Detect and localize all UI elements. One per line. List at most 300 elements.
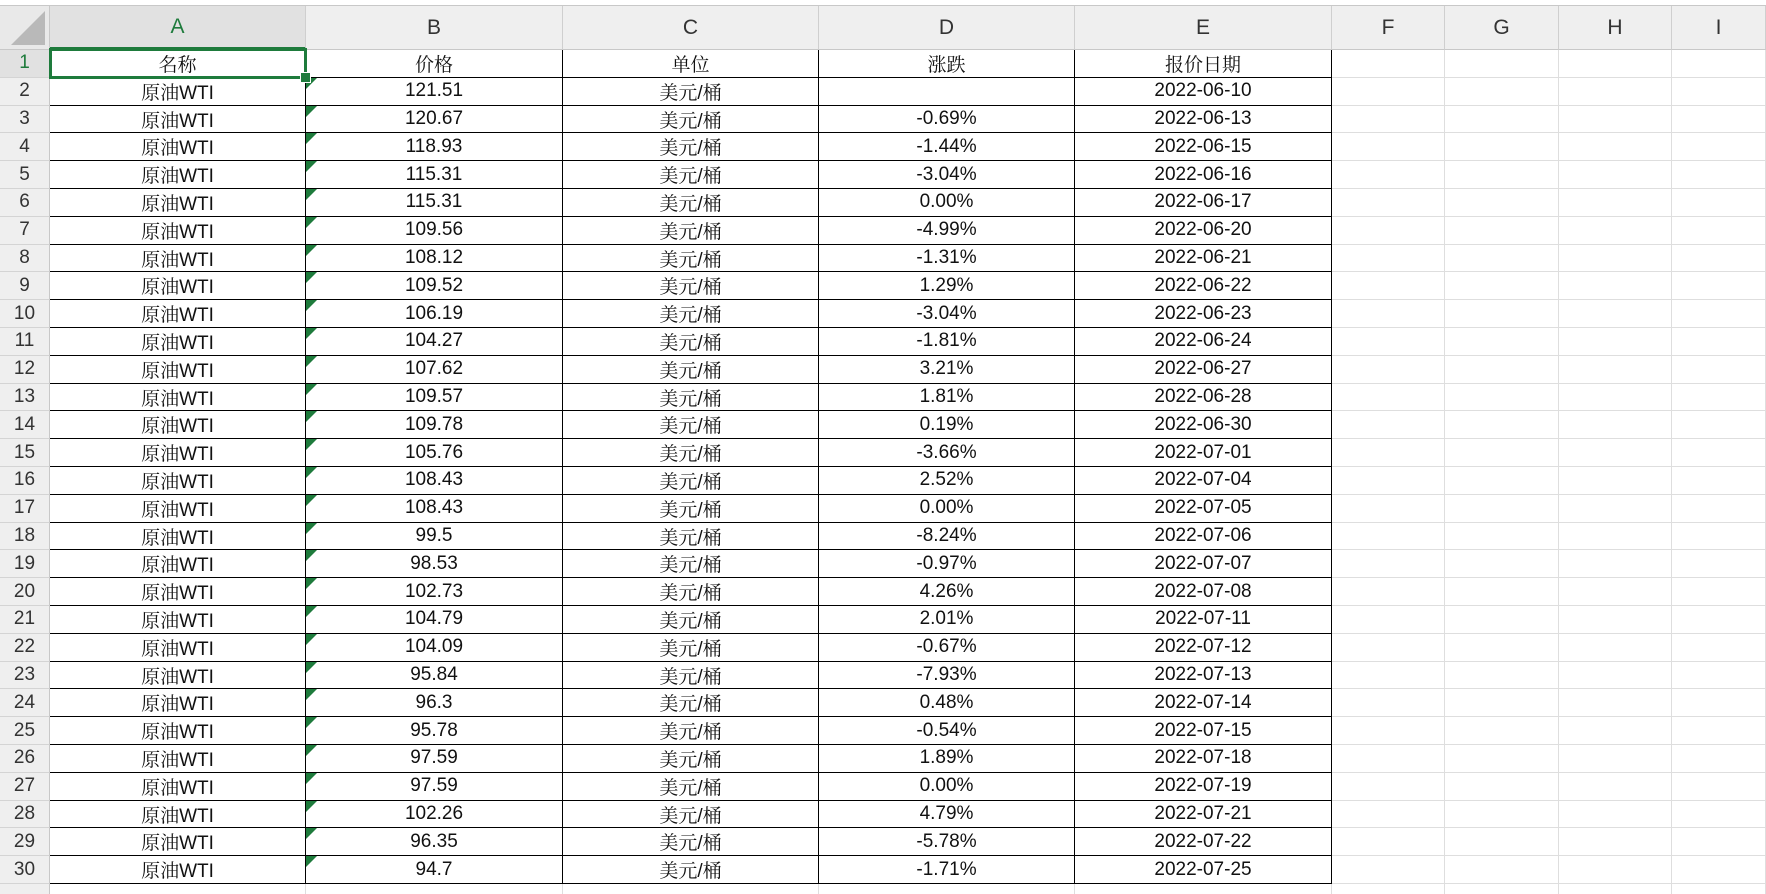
table-cell[interactable] [1672,856,1766,884]
table-cell[interactable]: 104.27 [306,328,563,356]
table-cell[interactable]: 98.53 [306,550,563,578]
table-cell[interactable]: 2022-07-25 [1075,856,1332,884]
table-cell[interactable]: 原油WTI [50,773,306,801]
table-cell[interactable]: 2022-06-20 [1075,217,1332,245]
table-cell[interactable] [1445,745,1559,773]
column-header-e[interactable]: E [1075,6,1332,50]
table-cell[interactable] [1672,411,1766,439]
table-cell[interactable]: 99.5 [306,523,563,551]
row-header[interactable]: 10 [0,300,50,328]
table-cell[interactable] [1332,773,1445,801]
table-cell[interactable]: 原油WTI [50,717,306,745]
table-cell[interactable] [1672,328,1766,356]
table-cell[interactable] [1445,606,1559,634]
table-cell[interactable] [1559,272,1672,300]
table-cell[interactable] [1332,439,1445,467]
column-header-c[interactable]: C [563,6,819,50]
table-cell[interactable] [1332,272,1445,300]
table-cell[interactable] [1445,272,1559,300]
table-cell[interactable] [1332,550,1445,578]
table-cell[interactable]: 美元/桶 [563,495,819,523]
table-cell[interactable]: 原油WTI [50,189,306,217]
table-cell[interactable] [1672,606,1766,634]
table-cell[interactable] [1332,495,1445,523]
row-header[interactable]: 22 [0,634,50,662]
table-cell[interactable]: 美元/桶 [563,272,819,300]
table-cell[interactable]: 105.76 [306,439,563,467]
table-cell[interactable] [1559,356,1672,384]
table-cell[interactable]: 3.21% [819,356,1075,384]
table-cell[interactable]: 美元/桶 [563,106,819,134]
row-header[interactable]: 1 [0,50,50,78]
table-cell[interactable]: 美元/桶 [563,634,819,662]
row-header[interactable]: 12 [0,356,50,384]
table-cell[interactable]: 109.56 [306,217,563,245]
table-cell[interactable] [1332,300,1445,328]
table-cell[interactable]: 2022-06-17 [1075,189,1332,217]
table-cell[interactable]: -0.54% [819,717,1075,745]
table-cell[interactable]: 美元/桶 [563,356,819,384]
table-cell[interactable]: 2022-06-10 [1075,78,1332,106]
table-cell[interactable]: 109.57 [306,384,563,412]
table-cell[interactable] [1445,439,1559,467]
table-cell[interactable]: 美元/桶 [563,384,819,412]
table-cell[interactable] [1672,689,1766,717]
table-cell[interactable]: 108.12 [306,245,563,273]
table-cell[interactable] [1559,634,1672,662]
table-cell[interactable]: 2022-07-01 [1075,439,1332,467]
table-cell[interactable]: 原油WTI [50,828,306,856]
table-cell[interactable]: 美元/桶 [563,606,819,634]
table-cell[interactable]: 原油WTI [50,523,306,551]
table-cell[interactable]: -5.78% [819,828,1075,856]
table-cell[interactable]: 原油WTI [50,662,306,690]
table-cell[interactable]: 原油WTI [50,856,306,884]
table-cell[interactable] [1672,300,1766,328]
table-cell[interactable] [1672,133,1766,161]
table-cell[interactable] [819,78,1075,106]
table-cell[interactable] [306,884,563,894]
table-cell[interactable]: 原油WTI [50,495,306,523]
table-cell[interactable] [1672,717,1766,745]
table-cell[interactable]: 原油WTI [50,300,306,328]
table-cell[interactable] [1672,550,1766,578]
table-cell[interactable]: 2022-06-21 [1075,245,1332,273]
table-cell[interactable]: 美元/桶 [563,300,819,328]
table-cell[interactable] [1445,523,1559,551]
table-cell[interactable]: 美元/桶 [563,217,819,245]
table-cell[interactable]: 107.62 [306,356,563,384]
table-cell[interactable]: 2022-07-19 [1075,773,1332,801]
column-header-a[interactable]: A [50,6,306,50]
header-cell[interactable]: 名称 [50,50,306,78]
table-cell[interactable]: 2022-06-30 [1075,411,1332,439]
table-cell[interactable]: 美元/桶 [563,523,819,551]
table-cell[interactable] [1559,606,1672,634]
table-cell[interactable]: 美元/桶 [563,662,819,690]
table-cell[interactable]: 104.09 [306,634,563,662]
row-header[interactable]: 11 [0,328,50,356]
table-cell[interactable]: 2.52% [819,467,1075,495]
table-cell[interactable] [1559,856,1672,884]
table-cell[interactable] [1445,217,1559,245]
table-cell[interactable] [1559,884,1672,894]
table-cell[interactable] [1445,828,1559,856]
table-cell[interactable]: 2022-06-15 [1075,133,1332,161]
table-cell[interactable] [1445,662,1559,690]
table-cell[interactable] [1559,578,1672,606]
table-cell[interactable] [1332,356,1445,384]
table-cell[interactable] [1332,133,1445,161]
table-cell[interactable] [1075,884,1332,894]
table-cell[interactable] [1672,78,1766,106]
table-cell[interactable] [1445,801,1559,829]
header-cell[interactable]: 涨跌 [819,50,1075,78]
table-cell[interactable]: 美元/桶 [563,189,819,217]
table-cell[interactable]: 2022-07-07 [1075,550,1332,578]
table-cell[interactable] [1445,384,1559,412]
table-cell[interactable]: 美元/桶 [563,745,819,773]
table-cell[interactable]: 原油WTI [50,384,306,412]
table-cell[interactable] [1332,662,1445,690]
table-cell[interactable]: 115.31 [306,161,563,189]
select-all-corner[interactable] [0,6,50,50]
table-cell[interactable] [1332,884,1445,894]
table-cell[interactable] [1672,773,1766,801]
table-cell[interactable] [1672,189,1766,217]
table-cell[interactable] [1672,662,1766,690]
column-header-d[interactable]: D [819,6,1075,50]
row-header[interactable]: 15 [0,439,50,467]
table-cell[interactable] [1445,189,1559,217]
table-cell[interactable]: -0.97% [819,550,1075,578]
table-cell[interactable]: 美元/桶 [563,856,819,884]
table-cell[interactable] [1559,801,1672,829]
table-cell[interactable]: 2022-07-15 [1075,717,1332,745]
table-cell[interactable] [1332,411,1445,439]
table-cell[interactable]: 104.79 [306,606,563,634]
table-cell[interactable]: 原油WTI [50,411,306,439]
table-cell[interactable]: 2022-06-23 [1075,300,1332,328]
table-cell[interactable]: 2022-06-16 [1075,161,1332,189]
table-cell[interactable] [1672,356,1766,384]
table-cell[interactable]: -3.66% [819,439,1075,467]
table-cell[interactable] [1332,856,1445,884]
table-cell[interactable]: 2022-07-18 [1075,745,1332,773]
table-cell[interactable]: 96.3 [306,689,563,717]
table-cell[interactable]: 0.00% [819,495,1075,523]
table-cell[interactable]: 原油WTI [50,217,306,245]
table-cell[interactable]: -3.04% [819,300,1075,328]
table-cell[interactable] [1672,106,1766,134]
table-cell[interactable] [1332,384,1445,412]
row-header[interactable]: 27 [0,773,50,801]
table-cell[interactable] [1332,217,1445,245]
fill-handle[interactable] [300,72,311,83]
table-cell[interactable]: 0.00% [819,773,1075,801]
table-cell[interactable]: 1.81% [819,384,1075,412]
table-cell[interactable] [1672,272,1766,300]
table-cell[interactable] [1332,189,1445,217]
table-cell[interactable]: -1.81% [819,328,1075,356]
table-cell[interactable]: 0.48% [819,689,1075,717]
table-cell[interactable]: 108.43 [306,495,563,523]
table-cell[interactable]: 2022-07-08 [1075,578,1332,606]
row-header[interactable]: 21 [0,606,50,634]
table-cell[interactable] [1332,689,1445,717]
table-cell[interactable]: 原油WTI [50,272,306,300]
table-cell[interactable] [1445,550,1559,578]
table-cell[interactable] [1559,189,1672,217]
table-cell[interactable] [1445,773,1559,801]
table-cell[interactable]: 美元/桶 [563,717,819,745]
table-cell[interactable] [1332,523,1445,551]
table-cell[interactable] [1332,78,1445,106]
table-cell[interactable] [1445,300,1559,328]
row-header[interactable]: 19 [0,550,50,578]
table-cell[interactable] [1672,50,1766,78]
row-header[interactable]: 26 [0,745,50,773]
table-cell[interactable]: 97.59 [306,745,563,773]
table-cell[interactable]: 4.79% [819,801,1075,829]
row-header[interactable]: 7 [0,217,50,245]
row-header[interactable]: 8 [0,245,50,273]
table-cell[interactable]: 原油WTI [50,161,306,189]
table-cell[interactable]: 美元/桶 [563,578,819,606]
row-header[interactable]: 4 [0,133,50,161]
table-cell[interactable] [1445,50,1559,78]
table-cell[interactable] [1332,328,1445,356]
row-header[interactable]: 6 [0,189,50,217]
table-cell[interactable] [1559,384,1672,412]
table-cell[interactable]: 原油WTI [50,578,306,606]
table-cell[interactable] [1445,411,1559,439]
table-cell[interactable]: 115.31 [306,189,563,217]
table-cell[interactable] [1672,523,1766,551]
table-cell[interactable] [819,884,1075,894]
table-cell[interactable]: 原油WTI [50,328,306,356]
table-cell[interactable]: 美元/桶 [563,801,819,829]
table-cell[interactable]: 美元/桶 [563,328,819,356]
table-cell[interactable] [1559,467,1672,495]
table-cell[interactable] [1445,856,1559,884]
table-cell[interactable]: 2022-07-14 [1075,689,1332,717]
table-cell[interactable]: 原油WTI [50,689,306,717]
table-cell[interactable]: -8.24% [819,523,1075,551]
table-cell[interactable]: -1.71% [819,856,1075,884]
table-cell[interactable] [1672,384,1766,412]
table-cell[interactable]: 94.7 [306,856,563,884]
table-cell[interactable] [1672,217,1766,245]
table-cell[interactable]: 美元/桶 [563,773,819,801]
row-header[interactable]: 17 [0,495,50,523]
table-cell[interactable]: 0.00% [819,189,1075,217]
table-cell[interactable]: 原油WTI [50,606,306,634]
table-cell[interactable] [1559,217,1672,245]
table-cell[interactable]: 2022-07-06 [1075,523,1332,551]
table-cell[interactable]: 2022-07-13 [1075,662,1332,690]
column-header-h[interactable]: H [1559,6,1672,50]
table-cell[interactable]: -0.69% [819,106,1075,134]
table-cell[interactable]: 96.35 [306,828,563,856]
table-cell[interactable]: -0.67% [819,634,1075,662]
table-cell[interactable] [1559,745,1672,773]
row-header[interactable]: 14 [0,411,50,439]
table-cell[interactable]: 121.51 [306,78,563,106]
table-cell[interactable] [1332,745,1445,773]
table-cell[interactable]: 2022-07-05 [1075,495,1332,523]
table-cell[interactable]: 原油WTI [50,245,306,273]
table-cell[interactable] [1672,801,1766,829]
table-cell[interactable]: 原油WTI [50,801,306,829]
table-cell[interactable]: 美元/桶 [563,411,819,439]
table-cell[interactable] [1559,495,1672,523]
table-cell[interactable] [1559,328,1672,356]
table-cell[interactable]: -3.04% [819,161,1075,189]
table-cell[interactable] [1559,662,1672,690]
table-cell[interactable]: 1.29% [819,272,1075,300]
table-cell[interactable]: 2022-07-11 [1075,606,1332,634]
table-cell[interactable] [1559,828,1672,856]
table-cell[interactable] [1445,578,1559,606]
table-cell[interactable] [1445,884,1559,894]
table-cell[interactable] [1672,495,1766,523]
table-cell[interactable] [1332,606,1445,634]
header-cell[interactable]: 价格 [306,50,563,78]
row-header[interactable]: 30 [0,856,50,884]
table-cell[interactable] [1672,439,1766,467]
table-cell[interactable] [1445,495,1559,523]
column-header-f[interactable]: F [1332,6,1445,50]
table-cell[interactable] [1672,245,1766,273]
row-header[interactable]: 28 [0,801,50,829]
table-cell[interactable]: 2022-07-04 [1075,467,1332,495]
table-cell[interactable]: 原油WTI [50,634,306,662]
header-cell[interactable]: 报价日期 [1075,50,1332,78]
table-cell[interactable]: -1.31% [819,245,1075,273]
table-cell[interactable]: 102.26 [306,801,563,829]
table-cell[interactable] [563,884,819,894]
table-cell[interactable] [1445,78,1559,106]
header-cell[interactable]: 单位 [563,50,819,78]
row-header[interactable]: 13 [0,384,50,412]
table-cell[interactable] [1559,133,1672,161]
table-cell[interactable]: 0.19% [819,411,1075,439]
table-cell[interactable]: 95.84 [306,662,563,690]
table-cell[interactable]: 118.93 [306,133,563,161]
table-cell[interactable]: -4.99% [819,217,1075,245]
table-cell[interactable] [1445,717,1559,745]
table-cell[interactable] [1445,245,1559,273]
table-cell[interactable]: 2022-07-21 [1075,801,1332,829]
table-cell[interactable] [1559,689,1672,717]
table-cell[interactable]: 2022-06-28 [1075,384,1332,412]
table-cell[interactable] [1445,106,1559,134]
table-cell[interactable]: 美元/桶 [563,467,819,495]
row-header[interactable]: 24 [0,689,50,717]
table-cell[interactable] [1445,133,1559,161]
table-cell[interactable] [1559,717,1672,745]
table-cell[interactable]: 2022-06-13 [1075,106,1332,134]
table-cell[interactable]: 美元/桶 [563,689,819,717]
table-cell[interactable]: 2022-06-27 [1075,356,1332,384]
row-header[interactable]: 2 [0,78,50,106]
table-cell[interactable] [1559,78,1672,106]
row-header[interactable]: 18 [0,523,50,551]
row-header[interactable]: 25 [0,717,50,745]
table-cell[interactable] [1332,801,1445,829]
table-cell[interactable] [1332,161,1445,189]
table-cell[interactable] [1672,828,1766,856]
table-cell[interactable] [1559,245,1672,273]
table-cell[interactable] [1332,634,1445,662]
table-cell[interactable] [1559,300,1672,328]
table-cell[interactable]: 1.89% [819,745,1075,773]
table-cell[interactable] [1559,411,1672,439]
table-cell[interactable]: 102.73 [306,578,563,606]
table-cell[interactable]: 108.43 [306,467,563,495]
table-cell[interactable]: 原油WTI [50,745,306,773]
column-header-g[interactable]: G [1445,6,1559,50]
table-cell[interactable] [1332,106,1445,134]
table-cell[interactable] [1445,634,1559,662]
table-cell[interactable]: 原油WTI [50,467,306,495]
table-cell[interactable] [1672,745,1766,773]
row-header[interactable]: 9 [0,272,50,300]
table-cell[interactable]: 美元/桶 [563,161,819,189]
table-cell[interactable]: 2.01% [819,606,1075,634]
table-cell[interactable]: 2022-07-22 [1075,828,1332,856]
table-cell[interactable] [1445,328,1559,356]
table-cell[interactable] [1559,773,1672,801]
table-cell[interactable] [1559,550,1672,578]
table-cell[interactable]: 109.78 [306,411,563,439]
table-cell[interactable] [1672,578,1766,606]
table-cell[interactable]: 原油WTI [50,550,306,578]
table-cell[interactable]: 2022-07-12 [1075,634,1332,662]
table-cell[interactable] [1559,439,1672,467]
table-cell[interactable] [1672,161,1766,189]
table-cell[interactable] [50,884,306,894]
table-cell[interactable]: -1.44% [819,133,1075,161]
table-cell[interactable] [1332,50,1445,78]
table-cell[interactable]: 2022-06-24 [1075,328,1332,356]
table-cell[interactable]: 109.52 [306,272,563,300]
table-cell[interactable] [1445,689,1559,717]
table-cell[interactable] [1445,356,1559,384]
table-cell[interactable]: 106.19 [306,300,563,328]
table-cell[interactable] [1559,50,1672,78]
table-cell[interactable]: 原油WTI [50,439,306,467]
table-cell[interactable]: 美元/桶 [563,828,819,856]
table-cell[interactable] [1332,245,1445,273]
table-cell[interactable]: -7.93% [819,662,1075,690]
table-cell[interactable] [1559,106,1672,134]
table-cell[interactable]: 95.78 [306,717,563,745]
table-cell[interactable]: 97.59 [306,773,563,801]
table-cell[interactable] [1559,523,1672,551]
table-cell[interactable]: 美元/桶 [563,133,819,161]
row-header[interactable]: 5 [0,161,50,189]
table-cell[interactable]: 4.26% [819,578,1075,606]
table-cell[interactable] [1332,828,1445,856]
table-cell[interactable] [1559,161,1672,189]
table-cell[interactable] [1672,467,1766,495]
table-cell[interactable]: 美元/桶 [563,245,819,273]
table-cell[interactable] [1672,884,1766,894]
column-header-b[interactable]: B [306,6,563,50]
row-header[interactable]: 23 [0,662,50,690]
